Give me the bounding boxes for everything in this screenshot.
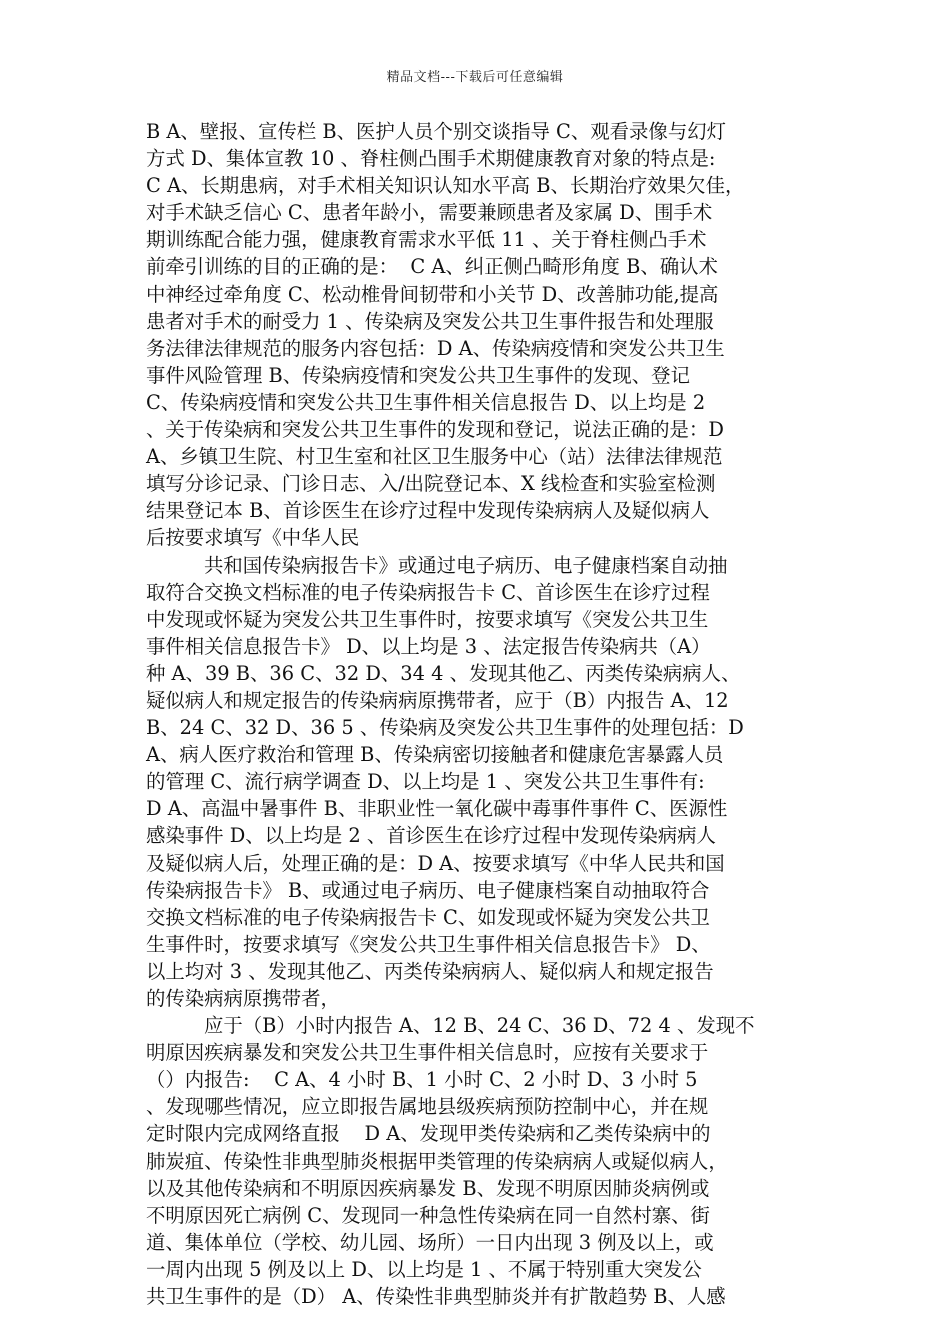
text-line: 患者对手术的耐受力 1 、传染病及突发公共卫生事件报告和处理服 — [146, 309, 714, 333]
text-line: 方式 D、集体宣教 10 、脊柱侧凸围手术期健康教育对象的特点是: — [146, 147, 716, 171]
text-line: 以上均对 3 、发现其他乙、丙类传染病病人、疑似病人和规定报告 — [146, 959, 714, 983]
text-line: 、发现哪些情况，应立即报告属地县级疾病预防控制中心，并在规 — [146, 1095, 709, 1119]
text-line: 明原因疾病暴发和突发公共卫生事件相关信息时，应按有关要求于 — [146, 1041, 709, 1065]
text-line: 肺炭疽、传染性非典型肺炎根据甲类管理的传染病病人或疑似病人， — [146, 1149, 728, 1173]
text-line: （）内报告: C A、4 小时 B、1 小时 C、2 小时 D、3 小时 5 — [146, 1068, 698, 1092]
text-line: 传染病报告卡》 B、或通过电子病历、电子健康档案自动抽取符合 — [146, 878, 710, 902]
text-line: 的管理 C、流行病学调查 D、以上均是 1 、突发公共卫生事件有: — [146, 770, 705, 794]
text-line: 期训练配合能力强，健康教育需求水平低 11 、关于脊柱侧凸手术 — [146, 228, 707, 252]
text-line: 交换文档标准的电子传染病报告卡 C、如发现或怀疑为突发公共卫 — [146, 905, 710, 929]
text-line: 填写分诊记录、门诊日志、入/出院登记本、X 线检查和实验室检测 — [146, 472, 716, 496]
text-line: 不明原因死亡病例 C、发现同一种急性传染病在同一自然村寨、街 — [146, 1203, 710, 1227]
text-line: 、关于传染病和突发公共卫生事件的发现和登记，说法正确的是：D — [146, 418, 724, 442]
text-line: 感染事件 D、以上均是 2 、首诊医生在诊疗过程中发现传染病病人 — [146, 824, 716, 848]
text-line: 道、集体单位（学校、幼儿园、场所）一日内出现 3 例及以上，或 — [146, 1230, 714, 1254]
text-line: 前牵引训练的目的正确的是： C A、纠正侧凸畸形角度 B、确认术 — [146, 255, 718, 279]
text-line: 定时限内完成网络直报 D A、发现甲类传染病和乙类传染病中的 — [146, 1122, 711, 1146]
text-line: 生事件时，按要求填写《突发公共卫生事件相关信息报告卡》 D、 — [146, 932, 711, 956]
text-line: 的传染病病原携带者， — [146, 987, 340, 1010]
text-line: 以及其他传染病和不明原因疾病暴发 B、发现不明原因肺炎病例或 — [146, 1176, 710, 1200]
text-line: 疑似病人和规定报告的传染病病原携带者，应于（B）内报告 A、12 — [146, 688, 729, 712]
text-line: D A、高温中暑事件 B、非职业性一氧化碳中毒事件事件 C、医源性 — [146, 797, 728, 821]
page-header: 精品文档---下载后可任意编辑 — [386, 70, 564, 85]
document-body — [146, 118, 806, 1310]
text-line: 结果登记本 B、首诊医生在诊疗过程中发现传染病病人及疑似病人 — [146, 499, 710, 523]
text-line: B A、壁报、宣传栏 B、医护人员个别交谈指导 C、观看录像与幻灯 — [146, 120, 726, 143]
text-line: B、24 C、32 D、36 5 、传染病及突发公共卫生事件的处理包括：D — [146, 716, 744, 740]
text-line: 中发现或怀疑为突发公共卫生事件时，按要求填写《突发公共卫生 — [146, 607, 709, 631]
text-line: A、乡镇卫生院、村卫生室和社区卫生服务中心（站）法律法律规范 — [146, 445, 723, 469]
text-line: 中神经过牵角度 C、松动椎骨间韧带和小关节 D、改善肺功能,提高 — [146, 282, 719, 306]
text-line: 应于（B）小时内报告 A、12 B、24 C、36 D、72 4 、发现不 — [204, 1014, 755, 1038]
text-line: 种 A、39 B、36 C、32 D、34 4 、发现其他乙、丙类传染病病人、 — [146, 661, 741, 685]
text-line: 务法律法律规范的服务内容包括：D A、传染病疫情和突发公共卫生 — [146, 336, 725, 360]
text-line: 事件风险管理 B、传染病疫情和突发公共卫生事件的发现、登记 — [146, 363, 690, 387]
text-line: 一周内出现 5 例及以上 D、以上均是 1 、不属于特别重大突发公 — [146, 1257, 702, 1281]
text-line: 共卫生事件的是（D） A、传染性非典型肺炎并有扩散趋势 B、人感 — [146, 1285, 726, 1309]
text-line: 共和国传染病报告卡》或通过电子病历、电子健康档案自动抽 — [204, 553, 728, 577]
text-line: 取符合交换文档标准的电子传染病报告卡 C、首诊医生在诊疗过程 — [146, 580, 710, 604]
text-line: 及疑似病人后，处理正确的是：D A、按要求填写《中华人民共和国 — [146, 851, 725, 875]
text-line: 后按要求填写《中华人民 — [146, 526, 360, 550]
text-line: C A、长期患病，对手术相关知识认知水平高 B、长期治疗效果欠佳， — [146, 174, 745, 198]
text-line: A、病人医疗救治和管理 B、传染病密切接触者和健康危害暴露人员 — [146, 743, 724, 767]
text-line: C、传染病疫情和突发公共卫生事件相关信息报告 D、以上均是 2 — [146, 390, 706, 414]
text-line: 事件相关信息报告卡》 D、以上均是 3 、法定报告传染病共（A） — [146, 634, 711, 658]
text-line: 对手术缺乏信心 C、患者年龄小，需要兼顾患者及家属 D、围手术 — [146, 201, 713, 225]
